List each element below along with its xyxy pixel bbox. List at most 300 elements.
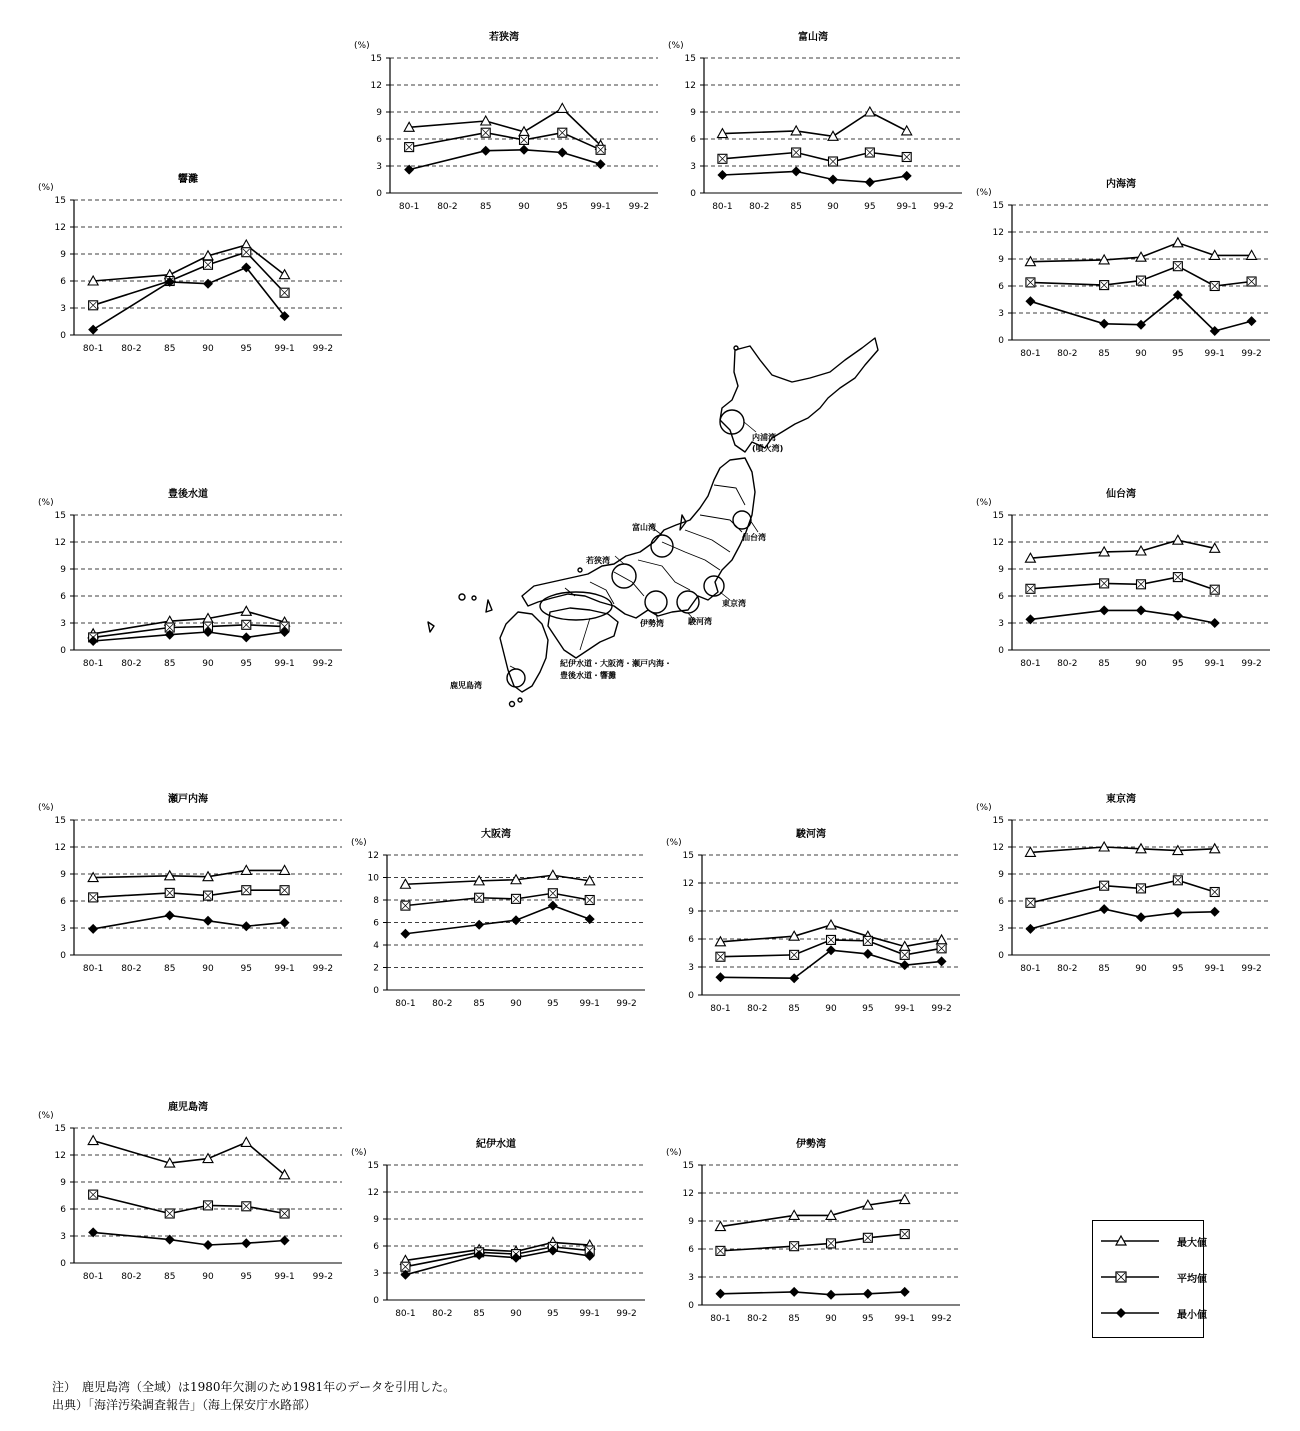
data-point-min (481, 146, 491, 156)
x-tick-label: 85 (473, 1309, 485, 1319)
series-line (93, 1141, 284, 1175)
chart-title: 駿河湾 (796, 829, 826, 840)
data-point-avg (204, 891, 213, 900)
data-point-avg (1173, 876, 1182, 885)
data-point-min (717, 170, 727, 180)
x-tick-label: 80-2 (747, 1314, 768, 1324)
japan-map-svg (400, 320, 900, 740)
y-tick-label: 9 (60, 870, 66, 880)
data-point-min (519, 145, 529, 155)
map-label-uchiura-sub: (噴火湾) (752, 444, 784, 453)
data-point-min (900, 1287, 910, 1297)
series-line (405, 906, 589, 934)
data-point-min (1025, 924, 1035, 934)
x-tick-label: 95 (547, 1309, 559, 1319)
data-point-min (1099, 319, 1109, 329)
data-point-min (1247, 316, 1257, 326)
data-point-avg (242, 248, 251, 257)
legend-min-marker (1099, 1305, 1171, 1321)
series-line (405, 893, 589, 905)
chart-legend (1092, 1220, 1207, 1338)
data-point-min (863, 949, 873, 959)
x-tick-label: 90 (1135, 349, 1147, 359)
y-unit-label: (%) (976, 803, 992, 813)
data-point-avg (558, 128, 567, 137)
y-tick-label: 12 (54, 223, 66, 233)
series-line (722, 171, 906, 182)
x-tick-label: 95 (240, 1272, 253, 1282)
data-point-avg (829, 157, 838, 166)
data-point-avg (863, 1233, 872, 1242)
x-tick-label: 95 (240, 964, 253, 974)
y-unit-label: (%) (38, 803, 54, 813)
x-tick-label: 99-1 (1204, 964, 1225, 974)
legend-max-marker (1099, 1233, 1171, 1249)
chart-svg (32, 485, 352, 680)
x-tick-label: 90 (510, 1309, 522, 1319)
data-point-min (203, 916, 213, 926)
data-point-min (1136, 605, 1146, 615)
y-tick-label: 0 (60, 331, 66, 341)
x-tick-label: 85 (1098, 964, 1110, 974)
x-tick-label: 95 (1172, 659, 1184, 669)
x-tick-label: 99-1 (1204, 659, 1225, 669)
x-tick-label: 90 (825, 1004, 837, 1014)
chart-title: 大阪湾 (481, 829, 511, 840)
legend-item-max (1099, 1233, 1207, 1249)
series-line (409, 108, 600, 145)
chart-hibiki (32, 170, 352, 365)
series-line (93, 1195, 284, 1214)
y-tick-label: 15 (54, 196, 66, 206)
data-point-min (203, 279, 213, 289)
data-point-avg (900, 950, 909, 959)
data-point-min (1173, 908, 1183, 918)
chart-kagoshima (32, 1098, 352, 1293)
data-point-avg (242, 1202, 251, 1211)
series-line (93, 268, 284, 330)
y-tick-label: 9 (690, 108, 696, 118)
y-tick-label: 15 (992, 201, 1004, 211)
y-tick-label: 12 (54, 1151, 66, 1161)
data-point-avg (280, 288, 289, 297)
x-tick-label: 90 (827, 202, 839, 212)
x-tick-label: 99-2 (628, 202, 650, 212)
y-tick-label: 3 (60, 304, 66, 314)
map-label-wakasa: 若狭湾 (586, 556, 610, 565)
data-point-avg (865, 148, 874, 157)
y-tick-label: 3 (998, 619, 1004, 629)
chart-title: 響灘 (178, 174, 198, 185)
chart-svg (970, 485, 1280, 680)
y-tick-label: 12 (684, 81, 696, 91)
y-tick-label: 6 (998, 897, 1004, 907)
map-shikoku (548, 608, 618, 658)
map-label-seto2: 豊後水道・響灘 (560, 671, 616, 680)
legend-min-label: 最小値 (1177, 1310, 1207, 1321)
y-tick-label: 12 (992, 538, 1004, 548)
data-point-max (557, 103, 567, 112)
y-tick-label: 15 (682, 851, 694, 861)
y-tick-label: 6 (688, 1245, 694, 1255)
y-unit-label: (%) (666, 1148, 682, 1158)
x-tick-label: 99-1 (590, 202, 611, 212)
y-tick-label: 3 (60, 619, 66, 629)
data-point-min (548, 901, 558, 911)
y-tick-label: 0 (998, 646, 1004, 656)
y-tick-label: 6 (373, 1242, 379, 1252)
chart-svg (660, 825, 970, 1025)
y-tick-label: 0 (998, 336, 1004, 346)
series-line (1030, 610, 1214, 623)
y-tick-label: 9 (998, 255, 1004, 265)
chart-toyama (662, 28, 972, 223)
chart-title: 伊勢湾 (796, 1139, 826, 1150)
x-tick-label: 95 (1172, 964, 1184, 974)
y-tick-label: 9 (688, 1217, 694, 1227)
y-tick-label: 0 (373, 1296, 379, 1306)
x-tick-label: 99-2 (1241, 349, 1262, 359)
data-point-avg (790, 950, 799, 959)
chart-title: 富山湾 (798, 32, 828, 43)
x-tick-label: 80-2 (432, 1309, 453, 1319)
y-unit-label: (%) (976, 498, 992, 508)
x-tick-label: 99-1 (274, 344, 295, 354)
data-point-avg (1210, 888, 1219, 897)
y-tick-label: 15 (682, 1161, 694, 1171)
data-point-avg (405, 143, 414, 152)
y-unit-label: (%) (668, 41, 684, 51)
x-tick-label: 99-2 (312, 964, 334, 974)
data-point-avg (165, 1209, 174, 1218)
x-tick-label: 85 (790, 202, 802, 212)
map-label-sendai: 仙台湾 (742, 533, 766, 542)
x-tick-label: 90 (202, 1272, 214, 1282)
data-point-min (789, 1287, 799, 1297)
series-line (93, 890, 284, 897)
data-point-avg (792, 148, 801, 157)
x-tick-label: 99-2 (931, 1004, 952, 1014)
x-tick-label: 95 (240, 659, 253, 669)
y-tick-label: 0 (688, 1301, 694, 1311)
y-unit-label: (%) (38, 1111, 54, 1121)
y-tick-label: 3 (688, 963, 694, 973)
x-tick-label: 99-1 (579, 999, 600, 1009)
x-tick-label: 80-1 (395, 999, 416, 1009)
x-tick-label: 85 (788, 1314, 800, 1324)
data-point-min (203, 1240, 213, 1250)
x-tick-label: 99-2 (931, 1314, 952, 1324)
x-tick-label: 99-1 (896, 202, 917, 212)
data-point-avg (1137, 580, 1146, 589)
data-point-avg (481, 128, 490, 137)
legend-max-label: 最大値 (1177, 1238, 1207, 1249)
y-tick-label: 15 (367, 1161, 379, 1171)
y-tick-label: 6 (376, 135, 382, 145)
y-tick-label: 15 (992, 511, 1004, 521)
japan-map (400, 320, 900, 744)
data-point-min (715, 972, 725, 982)
x-tick-label: 85 (163, 344, 176, 354)
chart-title: 紀伊水道 (476, 1139, 516, 1150)
data-point-max (937, 935, 947, 944)
x-tick-label: 90 (202, 964, 214, 974)
data-point-avg (1026, 584, 1035, 593)
x-tick-label: 80-1 (82, 659, 104, 669)
x-tick-label: 99-2 (616, 999, 637, 1009)
data-point-min (1025, 296, 1035, 306)
map-label-suruga: 駿河湾 (688, 617, 712, 626)
x-tick-label: 95 (556, 202, 569, 212)
data-point-max (1173, 238, 1183, 247)
x-tick-label: 80-2 (1057, 964, 1078, 974)
chart-svg (970, 790, 1280, 985)
x-tick-label: 99-1 (1204, 349, 1225, 359)
y-tick-label: 15 (54, 511, 66, 521)
y-tick-label: 12 (370, 81, 382, 91)
data-point-min (474, 920, 484, 930)
series-line (405, 875, 589, 884)
y-tick-label: 6 (60, 1205, 66, 1215)
x-tick-label: 99-1 (894, 1314, 915, 1324)
data-point-avg (1137, 884, 1146, 893)
data-point-min (902, 171, 912, 181)
chart-svg (32, 170, 352, 365)
data-point-avg (548, 889, 557, 898)
x-tick-label: 99-2 (1241, 964, 1262, 974)
x-tick-label: 90 (518, 202, 530, 212)
data-point-avg (280, 886, 289, 895)
y-tick-label: 6 (60, 592, 66, 602)
x-tick-label: 80-1 (712, 202, 733, 212)
data-point-min (165, 910, 175, 920)
x-tick-label: 80-2 (121, 659, 142, 669)
y-tick-label: 15 (54, 1124, 66, 1134)
chart-sendai (970, 485, 1280, 680)
data-point-avg (790, 1242, 799, 1251)
series-line (93, 1232, 284, 1245)
series-line (409, 150, 600, 170)
series-line (1030, 909, 1214, 929)
data-point-max (88, 1136, 98, 1145)
data-point-avg (89, 893, 98, 902)
legend-avg-label: 平均値 (1177, 1274, 1207, 1285)
x-tick-label: 99-2 (312, 344, 334, 354)
data-point-min (511, 915, 521, 925)
x-tick-label: 85 (473, 999, 485, 1009)
data-point-avg (242, 886, 251, 895)
x-tick-label: 99-1 (274, 1272, 295, 1282)
data-point-avg (596, 145, 605, 154)
data-point-min (557, 148, 567, 158)
chart-title: 若狭湾 (489, 32, 519, 43)
chart-title: 内海湾 (1106, 179, 1136, 190)
data-point-min (865, 177, 875, 187)
x-tick-label: 90 (825, 1314, 837, 1324)
chart-title: 仙台湾 (1106, 489, 1136, 500)
data-point-min (280, 918, 290, 928)
y-unit-label: (%) (976, 188, 992, 198)
y-tick-label: 3 (998, 924, 1004, 934)
data-point-max (241, 606, 251, 615)
data-point-min (1099, 904, 1109, 914)
data-point-avg (1173, 573, 1182, 582)
y-tick-label: 15 (684, 54, 696, 64)
data-point-min (1136, 912, 1146, 922)
y-tick-label: 15 (54, 816, 66, 826)
data-point-avg (718, 154, 727, 163)
data-point-max (241, 1137, 251, 1146)
y-tick-label: 9 (60, 565, 66, 575)
data-point-avg (242, 620, 251, 629)
series-line (720, 1234, 904, 1251)
x-tick-label: 80-2 (121, 964, 142, 974)
chart-svg (970, 175, 1280, 370)
x-tick-label: 80-1 (82, 1272, 104, 1282)
data-point-avg (1100, 281, 1109, 290)
y-tick-label: 0 (690, 189, 696, 199)
x-tick-label: 80-2 (749, 202, 770, 212)
data-point-avg (900, 1230, 909, 1239)
data-point-avg (1247, 277, 1256, 286)
y-tick-label: 3 (60, 924, 66, 934)
map-label-ise: 伊勢湾 (640, 619, 664, 628)
x-tick-label: 80-2 (437, 202, 458, 212)
y-tick-label: 0 (60, 646, 66, 656)
x-tick-label: 95 (862, 1314, 874, 1324)
chart-kii (345, 1135, 655, 1330)
series-line (1030, 540, 1214, 558)
data-point-avg (204, 1201, 213, 1210)
data-point-avg (520, 135, 529, 144)
x-tick-label: 90 (202, 344, 214, 354)
x-tick-label: 95 (240, 344, 253, 354)
map-label-uchiura: 内浦湾 (752, 433, 776, 442)
data-point-avg (512, 894, 521, 903)
y-tick-label: 10 (367, 873, 379, 884)
x-tick-label: 99-2 (616, 1309, 637, 1319)
series-line (93, 611, 284, 634)
x-tick-label: 80-2 (121, 344, 142, 354)
y-tick-label: 12 (682, 1189, 694, 1199)
data-point-min (241, 632, 251, 642)
series-line (1030, 577, 1214, 590)
y-tick-label: 3 (998, 309, 1004, 319)
x-tick-label: 80-2 (121, 1272, 142, 1282)
y-tick-label: 8 (373, 896, 379, 906)
data-point-min (1099, 605, 1109, 615)
x-tick-label: 80-1 (82, 964, 104, 974)
data-point-max (826, 920, 836, 929)
data-point-avg (1210, 282, 1219, 291)
y-tick-label: 0 (376, 189, 382, 199)
map-hokkaido (720, 338, 878, 452)
data-point-avg (280, 1209, 289, 1218)
y-tick-label: 6 (998, 592, 1004, 602)
x-tick-label: 90 (510, 999, 522, 1009)
x-tick-label: 80-2 (432, 999, 453, 1009)
legend-avg-marker (1099, 1269, 1171, 1285)
data-point-avg (401, 901, 410, 910)
x-tick-label: 85 (1098, 349, 1110, 359)
y-tick-label: 9 (60, 1178, 66, 1188)
y-tick-label: 3 (376, 162, 382, 172)
data-point-max (902, 126, 912, 135)
data-point-avg (716, 1246, 725, 1255)
data-point-avg (1100, 579, 1109, 588)
x-tick-label: 80-2 (1057, 349, 1078, 359)
data-point-min (1210, 618, 1220, 628)
y-tick-label: 6 (60, 897, 66, 907)
chart-tokyo (970, 790, 1280, 985)
chart-title: 豊後水道 (168, 489, 208, 500)
y-unit-label: (%) (351, 838, 367, 848)
data-point-avg (204, 260, 213, 269)
chart-suruga (660, 825, 970, 1025)
y-tick-label: 9 (998, 870, 1004, 880)
y-tick-label: 6 (373, 918, 379, 929)
data-point-min (596, 159, 606, 169)
series-line (720, 1200, 904, 1227)
legend-item-min (1099, 1305, 1207, 1321)
series-line (1030, 847, 1214, 852)
data-point-avg (863, 936, 872, 945)
x-tick-label: 85 (163, 964, 176, 974)
data-point-avg (827, 935, 836, 944)
x-tick-label: 85 (163, 659, 176, 669)
data-point-max (548, 870, 558, 879)
x-tick-label: 99-1 (274, 659, 295, 669)
chart-svg (660, 1135, 970, 1335)
x-tick-label: 99-2 (312, 659, 334, 669)
y-tick-label: 3 (688, 1273, 694, 1283)
x-tick-label: 80-1 (1020, 349, 1041, 359)
series-line (720, 1292, 904, 1295)
chart-osaka (345, 825, 655, 1020)
y-tick-label: 12 (992, 228, 1004, 238)
data-point-avg (89, 1190, 98, 1199)
x-tick-label: 99-1 (274, 964, 295, 974)
series-line (405, 1251, 589, 1275)
data-point-min (1173, 611, 1183, 621)
y-tick-label: 12 (367, 1188, 379, 1198)
series-line (409, 133, 600, 150)
x-tick-label: 80-2 (747, 1004, 768, 1014)
y-tick-label: 6 (688, 935, 694, 945)
x-tick-label: 99-1 (894, 1004, 915, 1014)
x-tick-label: 90 (202, 659, 214, 669)
series-line (1030, 880, 1214, 903)
x-tick-label: 95 (864, 202, 876, 212)
y-tick-label: 12 (54, 843, 66, 853)
y-tick-label: 9 (998, 565, 1004, 575)
y-tick-label: 4 (373, 941, 379, 951)
y-tick-label: 6 (690, 135, 696, 145)
x-tick-label: 95 (1172, 349, 1184, 359)
x-tick-label: 80-1 (395, 1309, 416, 1319)
x-tick-label: 99-2 (933, 202, 954, 212)
x-tick-label: 99-2 (312, 1272, 334, 1282)
x-tick-label: 80-2 (1057, 659, 1078, 669)
y-tick-label: 0 (688, 991, 694, 1001)
legend-item-avg (1099, 1269, 1207, 1285)
data-point-avg (902, 153, 911, 162)
x-tick-label: 99-1 (579, 1309, 600, 1319)
data-point-min (937, 956, 947, 966)
data-point-min (900, 960, 910, 970)
chart-svg (345, 1135, 655, 1330)
x-tick-label: 85 (163, 1272, 176, 1282)
